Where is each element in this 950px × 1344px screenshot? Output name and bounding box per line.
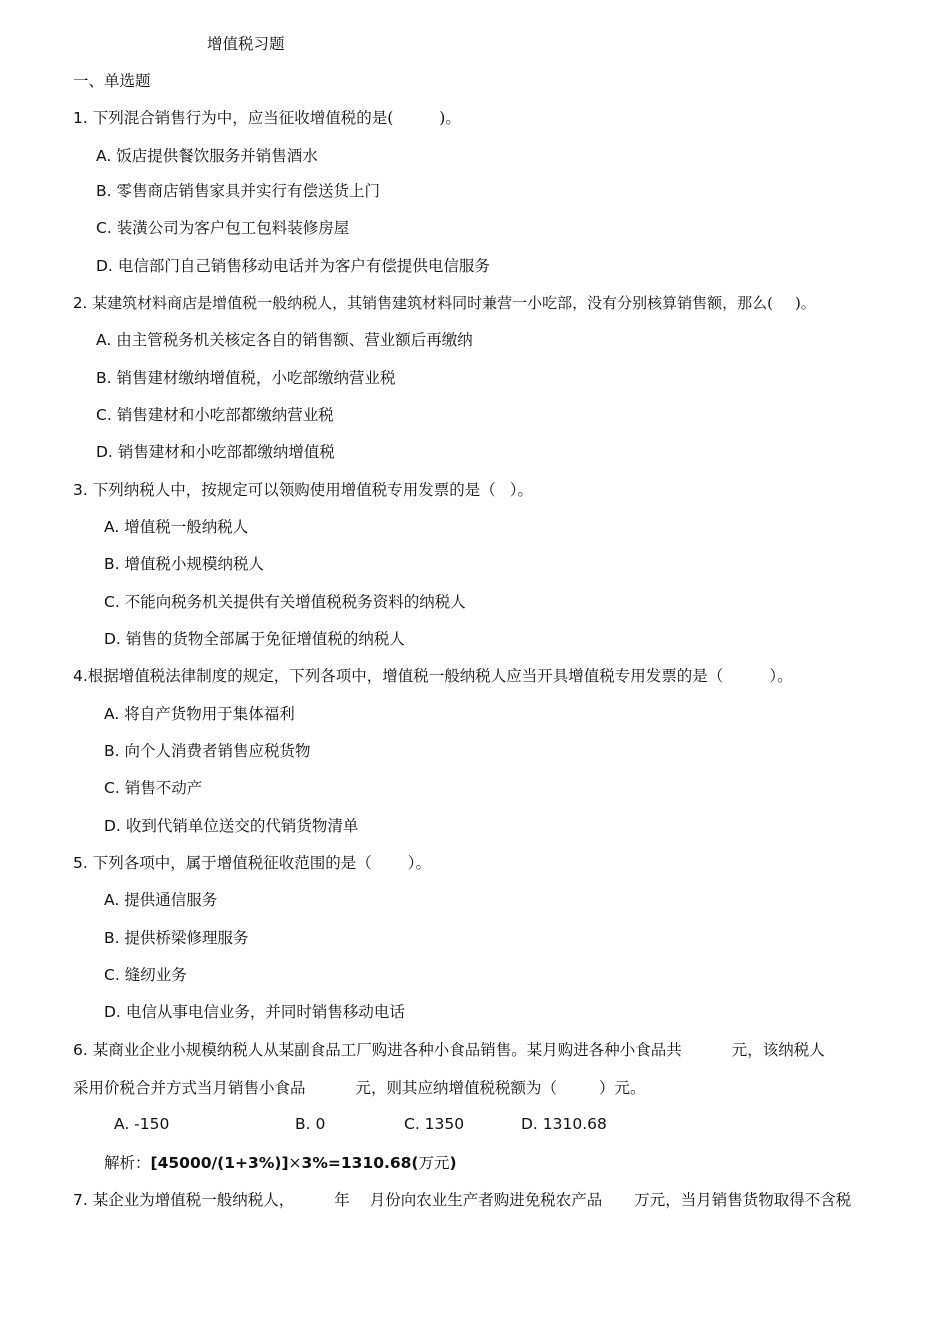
question-4: 4.根据增值税法律制度的规定，下列各项中，增值税一般纳税人应当开具增值税专用发票的是（ ）。	[73, 667, 793, 685]
option-b: B. 向个人消费者销售应税货物	[104, 742, 311, 760]
question-text: 某建筑材料商店是增值税一般纳税人，其销售建筑材料同时兼营一小吃部，没有分别核算销售额，那么(	[92, 294, 773, 312]
question-7: 7. 某企业为增值税一般纳税人， 年 月份向农业生产者购进免税农产品 万元，当月销售货物取得不含税	[73, 1191, 852, 1209]
option-d: D. 电信从事电信业务，并同时销售移动电话	[104, 1003, 405, 1021]
question-number: 3.	[73, 481, 88, 499]
option-c: C. 装潢公司为客户包工包料装修房屋	[96, 219, 350, 237]
analysis-formula: [45000/(1+3%)]	[150, 1154, 289, 1172]
question-3: 3. 下列纳税人中，按规定可以领购使用增值税专用发票的是（ ）。	[73, 481, 534, 499]
option-b: B. 提供桥梁修理服务	[104, 929, 249, 947]
analysis-label: 解析：	[104, 1154, 151, 1172]
option-d: D. 电信部门自己销售移动电话并为客户有偿提供电信服务	[96, 257, 490, 275]
option-c: C. 缝纫业务	[104, 966, 187, 984]
option-b: B. 零售商店销售家具并实行有偿送货上门	[96, 182, 381, 200]
option-a: A. 由主管税务机关核定各自的销售额、营业额后再缴纳	[96, 331, 473, 349]
question-6-line-2: 采用价税合并方式当月销售小食品 元，则其应纳增值税税额为（ ）元。	[73, 1079, 646, 1097]
question-number: 4.	[73, 667, 88, 685]
option-a: A. 将自产货物用于集体福利	[104, 705, 295, 723]
option-b: B. 增值税小规模纳税人	[104, 555, 265, 573]
question-text: 下列纳税人中，按规定可以领购使用增值税专用发票的是（	[92, 481, 496, 499]
document-title: 增值税习题	[207, 35, 285, 53]
option-d: D. 销售建材和小吃部都缴纳增值税	[96, 443, 335, 461]
option-d: D. 收到代销单位送交的代销货物清单	[104, 817, 359, 835]
answer-d: D. 1310.68	[521, 1115, 607, 1133]
option-c: C. 销售建材和小吃部都缴纳营业税	[96, 406, 334, 424]
question-text: 根据增值税法律制度的规定，下列各项中，增值税一般纳税人应当开具增值税专用发票的是（	[87, 667, 724, 685]
question-number: 2.	[73, 294, 88, 312]
question-5: 5. 下列各项中，属于增值税征收范围的是（ ）。	[73, 854, 432, 872]
answer-a: A. -150	[114, 1115, 170, 1133]
question-6: 6. 某商业企业小规模纳税人从某副食品工厂购进各种小食品销售。某月购进各种小食品共 元，该纳税人	[73, 1041, 825, 1059]
question-1: 1. 下列混合销售行为中，应当征收增值税的是( )。	[73, 109, 461, 127]
answer-c: C. 1350	[404, 1115, 465, 1133]
question-number: 1.	[73, 109, 88, 127]
answer-b: B. 0	[295, 1115, 326, 1133]
option-d: D. 销售的货物全部属于免征增值税的纳税人	[104, 630, 405, 648]
question-number: 5.	[73, 854, 88, 872]
option-a: A. 提供通信服务	[104, 891, 218, 909]
analysis: 解析：[45000/(1+3%)]×3%=1310.68(万元)	[104, 1154, 457, 1172]
question-2: 2. 某建筑材料商店是增值税一般纳税人，其销售建筑材料同时兼营一小吃部，没有分别核算销售额，那么( )。	[73, 294, 816, 312]
option-c: C. 销售不动产	[104, 779, 203, 797]
option-c: C. 不能向税务机关提供有关增值税税务资料的纳税人	[104, 593, 466, 611]
question-text: 下列各项中，属于增值税征收范围的是（	[92, 854, 372, 872]
option-a: A. 饭店提供餐饮服务并销售酒水	[96, 147, 318, 165]
question-number: 7.	[73, 1191, 88, 1209]
section-heading: 一、单选题	[73, 72, 151, 90]
question-number: 6.	[73, 1041, 88, 1059]
question-text: 下列混合销售行为中，应当征收增值税的是(	[92, 109, 394, 127]
option-a: A. 增值税一般纳税人	[104, 518, 249, 536]
option-b: B. 销售建材缴纳增值税，小吃部缴纳营业税	[96, 369, 396, 387]
